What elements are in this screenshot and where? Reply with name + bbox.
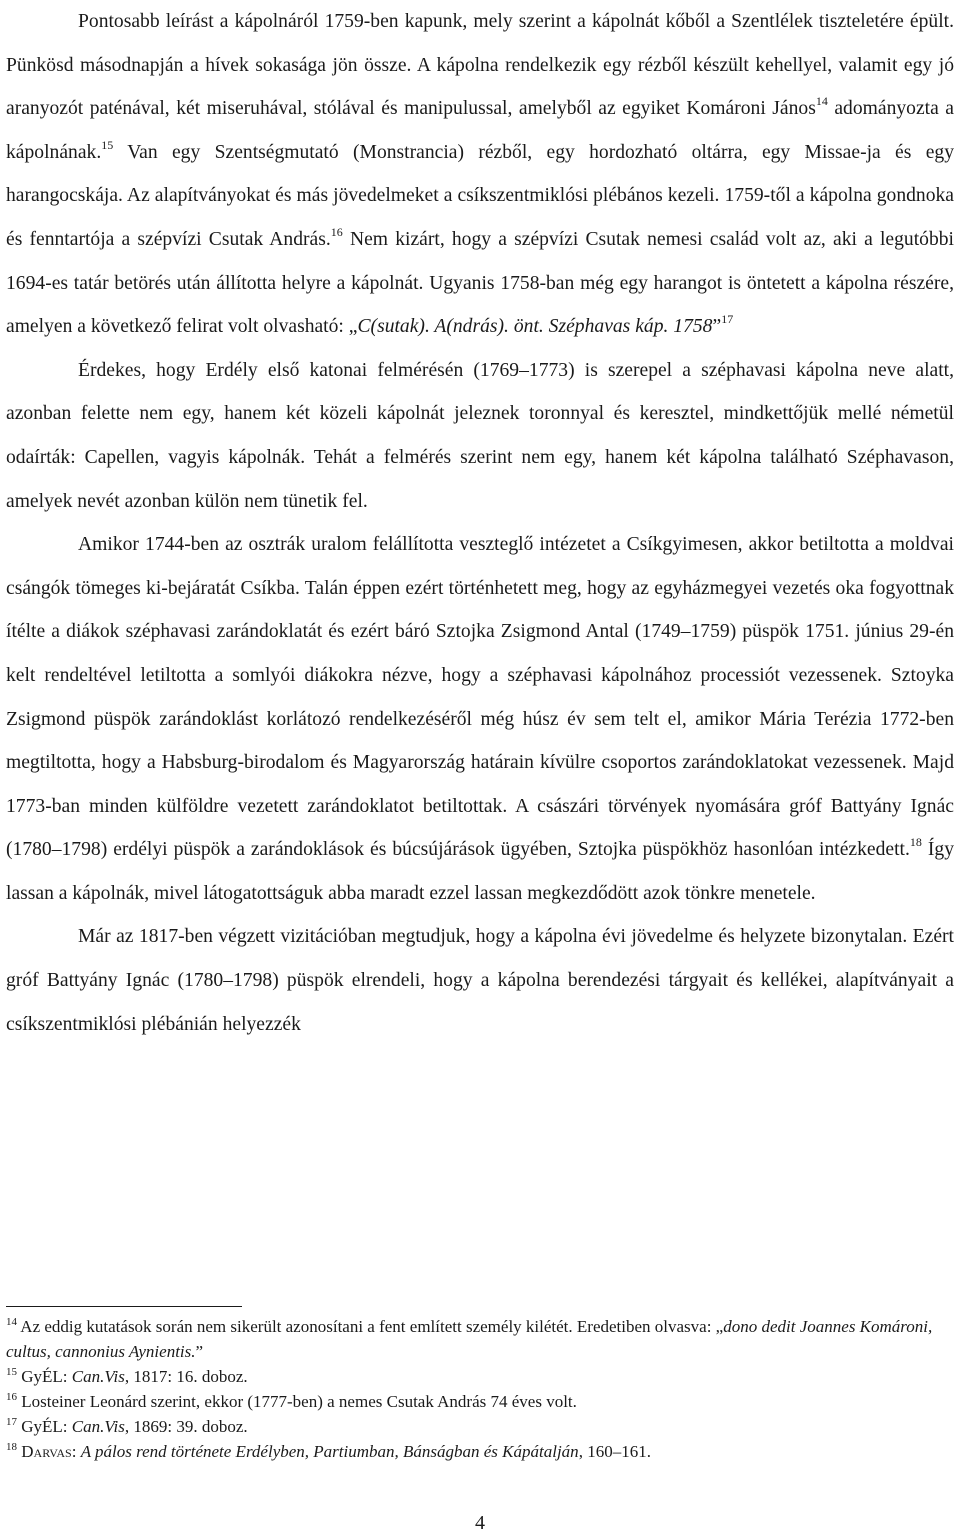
text-segment: Érdekes, hogy Erdély első katonai felmérésén (1769–1773) is szerepel a széphavasi kápolna neve alatt, azonban felette nem egy, hanem két közeli kápolnát jeleznek toronnyal és keresztel, mindkettőjük mellé németül odaírták: Capellen, vagyis kápolnák. Tehát a felmérés szerint nem egy, hanem két kápolna található Széphavason, amelyek nevét azonban külön nem tünetik fel.	[6, 359, 954, 512]
text-segment: Már az 1817-ben végzett vizitációban megtudjuk, hogy a kápolna évi jövedelme és helyzete bizonytalan. Ezért gróf Battyány Ignác (1780–1798) püspök elrendeli, hogy a kápolna berendezési tárgyait és kellékei, alapítványait a csíkszentmiklósi plébánián helyezzék	[6, 926, 954, 1035]
paragraph	[6, 915, 954, 1046]
footnote-number: 14	[6, 1316, 17, 1328]
footnote-text: , 1869: 39. doboz.	[124, 1417, 248, 1436]
footnote-18	[6, 1439, 954, 1464]
footnote-text: Can.Vis	[71, 1417, 125, 1436]
footnote-text: Can.Vis	[71, 1367, 125, 1386]
text-segment: Pontosabb leírást a kápolnáról 1759-ben kapunk, mely szerint a kápolnát kőből a Szentlélek tiszteletére épült. Pünkösd másodnapján a hívek sokasága jön össze. A kápolna rendelkezik egy rézből készült kehellyel, valamit egy jó aranyozót paténával, két miseruhával, stólával és manipulussal, amelyből az egyiket Komároni János	[6, 11, 954, 120]
footnote-ref-14[interactable]: 14	[815, 94, 828, 109]
book-title: A pálos rend története Erdélyben, Partiumban, Bánságban és Kápátalján	[80, 1442, 579, 1461]
document-page	[6, 0, 954, 1046]
footnote-text: :	[71, 1442, 81, 1461]
footnote-number: 17	[6, 1416, 17, 1428]
footnote-ref-15[interactable]: 15	[101, 137, 114, 152]
footnote-16	[6, 1389, 954, 1414]
text-segment: Nem kizárt, hogy a szépvízi Csutak nemesi család volt az, aki a legutóbbi 1694-es tatár betörés után állította helyre a kápolnát. Ugyanis 1758-ban még egy harangot is öntetett a kápolna részére, amelyen a következő felirat volt olvasható: „	[6, 228, 954, 338]
page-number: 4	[475, 1512, 485, 1534]
author-name: Darvas	[21, 1442, 72, 1461]
footnote-text: , 1817: 16. doboz.	[124, 1367, 248, 1386]
paragraph	[6, 349, 954, 523]
footnote-ref-16[interactable]: 16	[330, 224, 343, 239]
footnote-ref-17[interactable]: 17	[721, 312, 734, 327]
footnote-text: Az eddig kutatások során nem sikerült azonosítani a fent említett személy kilétét. Eredetiben olvasva: „	[17, 1317, 724, 1336]
paragraph	[6, 523, 954, 915]
footnote-text: dono dedit Joannes Komároni, cultus, cannonius Aynientis.	[6, 1317, 933, 1361]
footnote-14	[6, 1314, 954, 1364]
footnote-text: , 160–161.	[578, 1442, 651, 1461]
footnote-17	[6, 1414, 954, 1439]
paragraph	[6, 0, 954, 349]
text-segment: adományozta a kápolnának.	[6, 98, 954, 163]
text-segment: Így lassan a kápolnák, mivel látogatottságuk abba maradt ezzel lassan megkezdődött azok tönkre menetele.	[6, 839, 954, 904]
footnote-text: GyÉL:	[17, 1367, 72, 1386]
footnote-text: ”	[195, 1342, 204, 1361]
text-segment: ”	[712, 316, 722, 338]
footnote-separator	[6, 1306, 242, 1307]
footnote-number: 16	[6, 1391, 17, 1403]
body-text	[6, 0, 954, 1046]
footnote-text: Losteiner Leonárd szerint, ekkor (1777-ben) a nemes Csutak András 74 éves volt.	[17, 1392, 577, 1411]
footnote-text: GyÉL:	[17, 1417, 72, 1436]
text-segment: Amikor 1744-ben az osztrák uralom felállította veszteglő intézetet a Csíkgyimesen, akkor betiltotta a moldvai csángók tömeges ki-bejáratát Csíkba. Talán éppen ezért történhetett meg, hogy az egyházmegyei vezetés oka fogyottnak ítélte a diákok széphavasi zarándoklatát és ezért báró Sztojka Zsigmond Antal (1749–1759) püspök 1751. június 29-én kelt rendeltével letiltotta a somlyói diákokra nézve, hogy a széphavasi kápolnához processiót vezessenek. Sztoyka Zsigmond püspök zarándoklást korlátozó rendelkezéséről még húsz év sem telt el, amikor Mária Terézia 1772-ben megtiltotta, hogy a Habsburg-birodalom és Magyarország határain kívülre csoportos zarándoklatokat vezessenek. Majd 1773-ban minden külföldre vezetett zarándoklatot betiltottak. A császári törvények nyomására gróf Battyány Ignác (1780–1798) erdélyi püspök a zarándoklások és búcsújárások ügyében, Sztojka püspökhöz hasonlóan intézkedett.	[6, 534, 954, 861]
footnote-15	[6, 1364, 954, 1389]
footnote-number: 18	[6, 1441, 17, 1453]
text-segment: Van egy Szentségmutató (Monstrancia) rézből, egy hordozható oltárra, egy Missae-ja és egy harangocskája. Az alapítványokat és más jövedelmeket a csíkszentmiklósi plébános kezeli. 1759-től a kápolna gondnoka és fenntartója a szépvízi Csutak András.	[6, 141, 954, 250]
footnote-ref-18[interactable]: 18	[909, 835, 922, 850]
bell-inscription: C(sutak). A(ndrás). önt. Széphavas káp. 1758	[357, 316, 713, 338]
footnotes	[6, 1314, 954, 1464]
footnote-number: 15	[6, 1366, 17, 1378]
